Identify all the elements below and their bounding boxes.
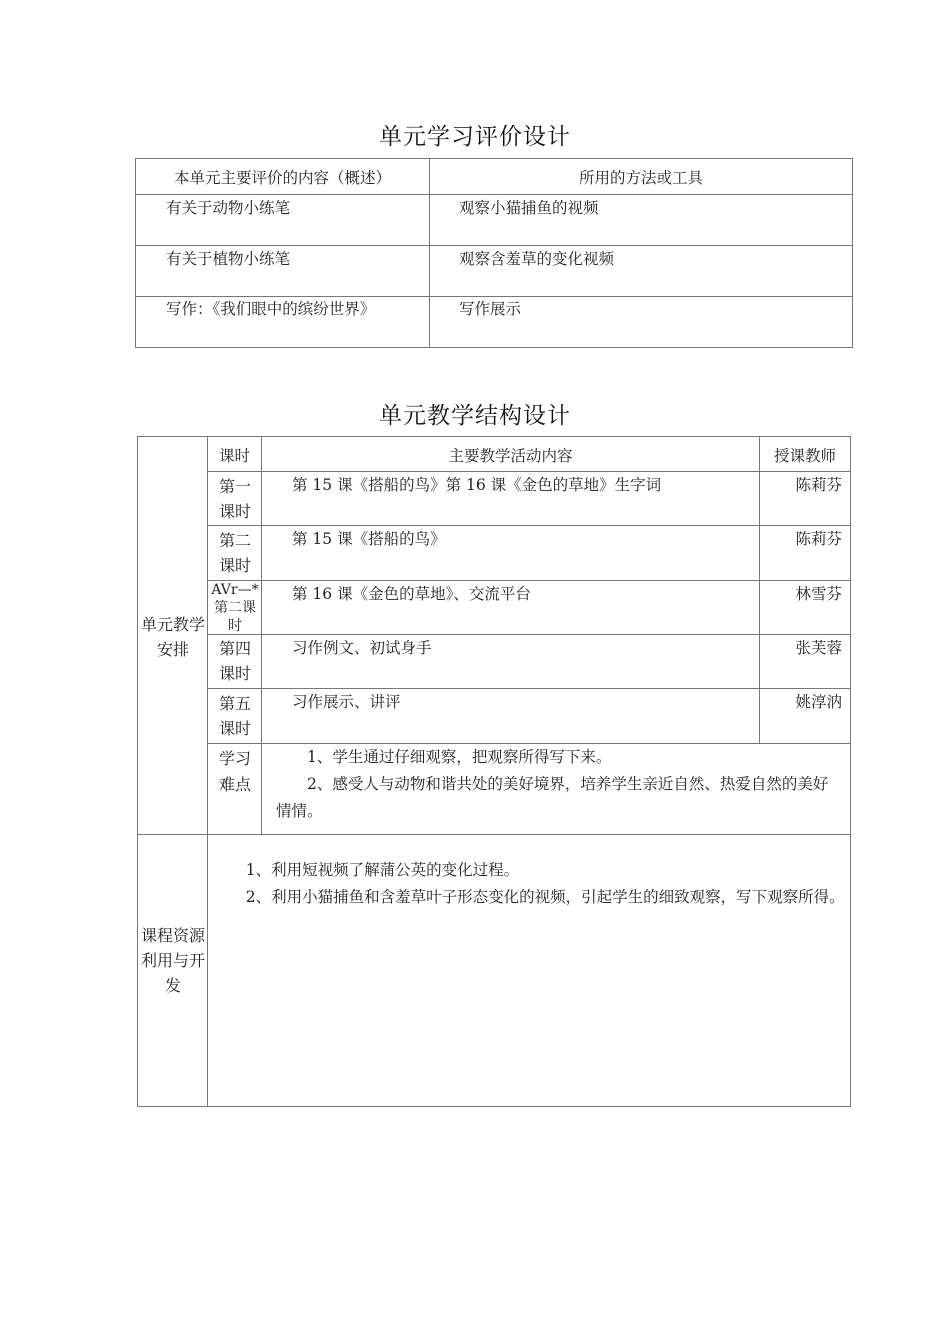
lesson-teacher: 陈莉芬 xyxy=(795,476,842,494)
lesson-activity: 习作例文、初试身手 xyxy=(292,639,432,657)
evaluation-title: 单元学习评价设计 xyxy=(379,124,571,150)
difficulty-item: 1、学生通过仔细观察，把观察所得写下来。 xyxy=(307,748,612,766)
lesson-teacher: 陈莉芬 xyxy=(795,530,842,548)
evaluation-row-method: 写作展示 xyxy=(459,300,522,318)
lesson-teacher: 林雪芬 xyxy=(795,585,842,603)
header-activity: 主要教学活动内容 xyxy=(448,447,573,465)
difficulty-item: 2、感受人与动物和谐共处的美好境界，培养学生亲近自然、热爱自然的美好情情。 xyxy=(276,775,829,820)
lesson-activity: 习作展示、讲评 xyxy=(292,693,401,711)
lesson-activity: 第 16 课《金色的草地》、交流平台 xyxy=(292,585,531,603)
evaluation-row-method: 观察含羞草的变化视频 xyxy=(459,250,615,268)
difficulty-content xyxy=(276,744,836,825)
lesson-period: 第一课时 xyxy=(218,477,251,521)
lesson-period: 第五课时 xyxy=(218,694,251,738)
resources-item: 1、利用短视频了解蒲公英的变化过程。 xyxy=(245,861,520,879)
difficulty-label: 学习难点 xyxy=(218,749,251,794)
evaluation-row-content: 写作：《我们眼中的缤纷世界》 xyxy=(166,300,376,318)
lesson-period: 第二课时 xyxy=(218,531,251,575)
resources-content xyxy=(221,857,846,911)
lesson-activity: 第 15 课《搭船的鸟》第 16 课《金色的草地》生字词 xyxy=(292,476,662,494)
lesson-teacher: 张芙蓉 xyxy=(795,639,842,657)
lesson-activity: 第 15 课《搭船的鸟》 xyxy=(292,530,446,548)
evaluation-row-content: 有关于植物小练笔 xyxy=(166,250,291,268)
header-teacher: 授课教师 xyxy=(773,447,836,465)
arrangement-label: 单元教学安排 xyxy=(140,615,205,659)
lesson-period: 第四课时 xyxy=(218,639,251,683)
header-evaluation-content: 本单元主要评价的内容（概述） xyxy=(173,169,391,187)
resources-label: 课程资源利用与开发 xyxy=(140,926,205,995)
evaluation-row-method: 观察小猫捕鱼的视频 xyxy=(459,199,599,217)
structure-title: 单元教学结构设计 xyxy=(379,403,571,429)
resources-item: 2、利用小猫捕鱼和含羞草叶子形态变化的视频，引起学生的细致观察，写下观察所得。 xyxy=(245,888,845,906)
evaluation-row-content: 有关于动物小练笔 xyxy=(166,199,291,217)
header-period: 课时 xyxy=(218,447,250,465)
lesson-teacher: 姚淳汭 xyxy=(795,693,842,711)
header-evaluation-method: 所用的方法或工具 xyxy=(578,169,703,187)
lesson-period: AVr—*第二课时 xyxy=(211,582,259,634)
